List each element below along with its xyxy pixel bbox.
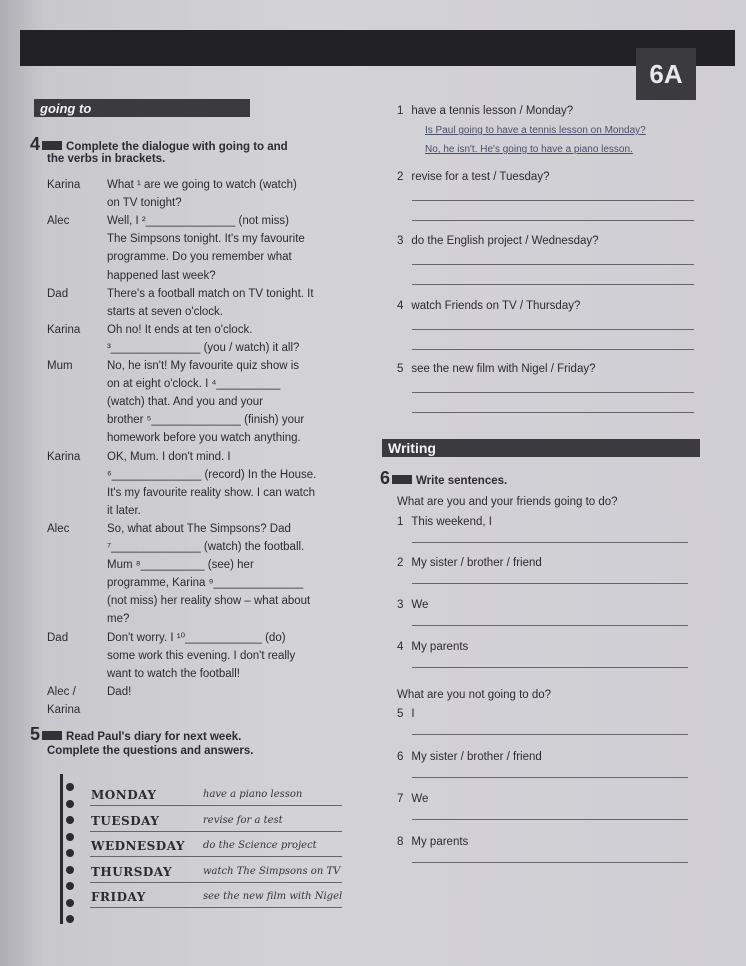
section-title-going-to: going to	[34, 99, 250, 117]
binding-ring	[66, 866, 74, 874]
answer-blank-2[interactable]	[412, 284, 694, 285]
writing-question-2: What are you not going to do?	[397, 689, 552, 701]
item-number: 1	[397, 105, 404, 117]
question-item	[397, 297, 580, 315]
difficulty-icon	[42, 731, 62, 740]
writing-blank[interactable]	[412, 862, 688, 863]
writing-blank[interactable]	[412, 777, 688, 778]
writing-item	[397, 554, 542, 572]
diary-rule	[90, 907, 342, 908]
writing-item	[397, 705, 415, 723]
question-prompt: have a tennis lesson / Monday?	[411, 105, 574, 117]
answer-blank-2[interactable]	[412, 412, 694, 413]
item-number: 4	[397, 300, 404, 312]
unit-badge: 6A	[636, 48, 696, 100]
binding-ring	[66, 833, 74, 841]
writing-blank[interactable]	[412, 819, 688, 820]
dialogue-line: programme, Karina ⁹______________	[107, 577, 304, 590]
writing-prompt: My parents	[411, 836, 469, 848]
dialogue-line: Don't worry. I ¹⁰____________ (do)	[107, 631, 286, 644]
exercise-number: 6	[380, 468, 391, 488]
writing-blank[interactable]	[412, 625, 688, 626]
answer-line-1: Is Paul going to have a tennis lesson on Monday?	[425, 125, 646, 136]
writing-prompt: This weekend, I	[411, 516, 492, 528]
writing-blank[interactable]	[412, 583, 688, 584]
dialogue-speaker: Alec /	[47, 685, 76, 698]
diary-rule	[90, 882, 342, 883]
binding-spine	[60, 774, 63, 924]
diary-entry: revise for a test	[203, 814, 283, 826]
difficulty-icon	[42, 141, 62, 150]
dialogue-line: on at eight o'clock. I ⁴__________	[107, 378, 281, 391]
diary-entry: do the Science project	[203, 840, 317, 851]
exercise-number: 5	[30, 724, 41, 744]
answer-blank-2[interactable]	[412, 349, 694, 350]
diary-day: THURSDAY	[91, 864, 173, 879]
writing-prompt: My parents	[411, 641, 469, 653]
dialogue-speaker: Dad	[47, 287, 69, 300]
binding-ring	[66, 899, 74, 907]
writing-item	[397, 833, 468, 851]
writing-question-1: What are you and your friends going to do?	[397, 496, 618, 508]
header-bar	[20, 30, 735, 66]
answer-blank-1[interactable]	[412, 264, 694, 265]
dialogue-line: ³______________ (you / watch) it all?	[107, 341, 300, 354]
diary-rule	[90, 805, 342, 806]
dialogue-line: it later.	[107, 504, 141, 517]
dialogue-line: some work this evening. I don't really	[107, 649, 296, 662]
writing-blank[interactable]	[412, 667, 688, 668]
diary-entry: have a piano lesson	[203, 789, 303, 800]
dialogue-line: programme. Do you remember what	[107, 251, 292, 264]
dialogue-line: Well, I ²______________ (not miss)	[107, 215, 289, 228]
binding-ring	[66, 816, 74, 824]
difficulty-icon	[392, 475, 412, 484]
writing-prompt: We	[411, 793, 429, 805]
diary-entry: see the new film with Nigel	[203, 891, 343, 902]
dialogue-line: brother ⁵______________ (finish) your	[107, 414, 305, 427]
writing-prompt: I	[411, 708, 415, 720]
diary-day: TUESDAY	[91, 813, 160, 828]
dialogue-line: Mum ⁸__________ (see) her	[107, 559, 254, 572]
dialogue-line: on TV tonight?	[107, 197, 182, 210]
dialogue-speaker: Alec	[47, 215, 70, 228]
writing-prompt: We	[411, 599, 429, 611]
exercise-6-header	[380, 468, 507, 490]
exercise-5-instruction: Read Paul's diary for next week.	[66, 731, 242, 743]
answer-blank-2[interactable]	[412, 220, 694, 221]
item-number: 4	[397, 641, 404, 653]
dialogue-line: happened last week?	[107, 269, 216, 282]
item-number: 2	[397, 557, 404, 569]
binding-ring	[66, 800, 74, 808]
dialogue-line: It's my favourite reality show. I can watch	[107, 486, 315, 499]
diary-day: FRIDAY	[91, 890, 146, 904]
diary-entry: watch The Simpsons on TV	[203, 865, 341, 877]
question-item	[397, 102, 573, 120]
dialogue-speaker: Dad	[47, 631, 69, 644]
item-number: 3	[397, 235, 404, 247]
question-item	[397, 232, 599, 250]
question-prompt: revise for a test / Tuesday?	[411, 171, 550, 183]
item-number: 8	[397, 836, 404, 848]
writing-prompt: My sister / brother / friend	[411, 751, 542, 763]
writing-item	[397, 790, 428, 808]
dialogue-line: Dad!	[107, 685, 132, 698]
writing-item	[397, 596, 428, 614]
item-number: 6	[397, 751, 404, 763]
exercise-4-instruction: Complete the dialogue with going to and	[66, 141, 288, 153]
dialogue-line: (watch) that. And you and your	[107, 396, 263, 409]
diary-day: WEDNESDAY	[91, 839, 185, 853]
diary-day: MONDAY	[91, 788, 157, 802]
binding-ring	[66, 882, 74, 890]
section-title-writing: Writing	[382, 439, 700, 457]
dialogue-line: ⁷______________ (watch) the football.	[107, 541, 305, 553]
item-number: 5	[397, 363, 404, 375]
dialogue-line: So, what about The Simpsons? Dad	[107, 522, 291, 535]
dialogue-speaker: Alec	[47, 522, 70, 535]
dialogue-speaker: Karina	[47, 179, 81, 191]
question-prompt: watch Friends on TV / Thursday?	[411, 300, 581, 312]
dialogue-line: The Simpsons tonight. It's my favourite	[107, 233, 305, 246]
binding-ring	[66, 783, 74, 791]
dialogue-line: There's a football match on TV tonight. It	[107, 287, 314, 300]
dialogue-line: want to watch the football!	[107, 667, 240, 680]
dialogue-line: Oh no! It ends at ten o'clock.	[107, 323, 253, 336]
dialogue-speaker: Mum	[47, 360, 73, 372]
answer-line-2: No, he isn't. He's going to have a piano lesson.	[425, 144, 633, 155]
writing-item	[397, 513, 492, 531]
dialogue-line: me?	[107, 613, 130, 626]
exercise-4-instruction-cont: the verbs in brackets.	[47, 153, 166, 165]
answer-blank-1[interactable]	[412, 200, 694, 201]
question-prompt: do the English project / Wednesday?	[411, 235, 599, 247]
diary-rule	[90, 831, 342, 832]
item-number: 7	[397, 793, 404, 805]
writing-item	[397, 638, 468, 656]
item-number: 3	[397, 599, 404, 611]
dialogue-line: (not miss) her reality show – what about	[107, 595, 311, 608]
dialogue-line: homework before you watch anything.	[107, 432, 301, 445]
dialogue-line: No, he isn't! My favourite quiz show is	[107, 360, 300, 372]
writing-prompt: My sister / brother / friend	[411, 557, 542, 569]
dialogue-speaker: Karina	[47, 450, 81, 463]
answer-blank-1[interactable]	[412, 392, 694, 393]
exercise-number: 4	[30, 134, 41, 154]
dialogue-speaker: Karina	[47, 703, 81, 716]
dialogue-line: starts at seven o'clock.	[107, 305, 223, 318]
item-number: 5	[397, 708, 404, 720]
writing-blank[interactable]	[412, 734, 688, 735]
question-item	[397, 360, 595, 378]
exercise-5-instruction-cont: Complete the questions and answers.	[47, 745, 254, 757]
item-number: 1	[397, 516, 404, 528]
writing-item	[397, 748, 542, 766]
diary-rule	[90, 856, 342, 857]
item-number: 2	[397, 171, 404, 183]
question-prompt: see the new film with Nigel / Friday?	[411, 363, 596, 375]
answer-blank-1[interactable]	[412, 329, 694, 330]
binding-ring	[66, 849, 74, 857]
dialogue-line: ⁶______________ (record) In the House.	[107, 468, 317, 481]
exercise-6-instruction: Write sentences.	[416, 475, 508, 487]
dialogue-line: What ¹ are we going to watch (watch)	[107, 179, 297, 191]
dialogue-speaker: Karina	[47, 323, 81, 336]
dialogue-line: OK, Mum. I don't mind. I	[107, 450, 231, 463]
writing-blank[interactable]	[412, 542, 688, 543]
binding-ring	[66, 915, 74, 923]
question-item	[397, 168, 549, 186]
